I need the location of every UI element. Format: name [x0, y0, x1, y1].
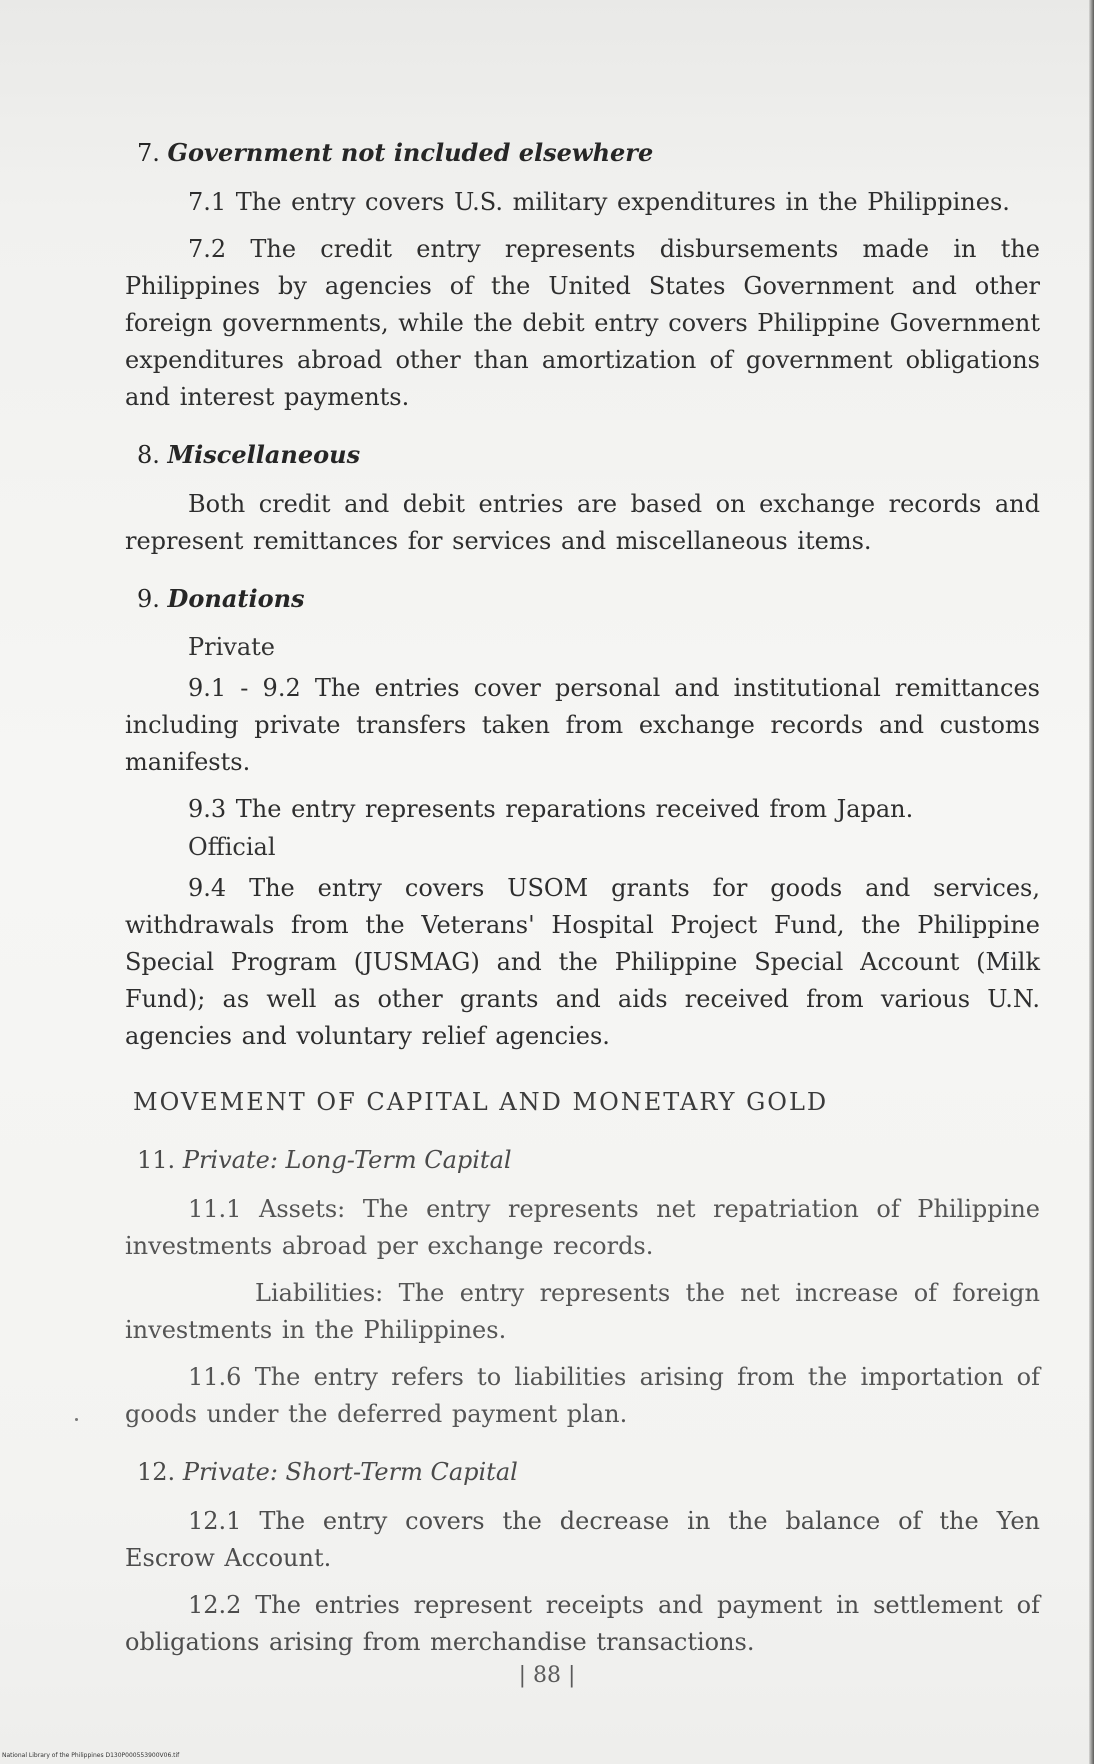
section-9-title: Donations	[167, 584, 305, 613]
page-number: | 88 |	[518, 1663, 576, 1688]
section-12-number: 12.	[137, 1458, 176, 1486]
section-7-paragraph-1: 7.1 The entry covers U.S. military expenditures in the Philippines.	[188, 188, 1010, 216]
section-8-paragraph-1: Both credit and debit entries are based on exchange records and represent remittances for services and miscellaneous items.	[125, 490, 1040, 555]
section-9-number: 9.	[137, 585, 160, 613]
section-9-paragraph-1: 9.1 - 9.2 The entries cover personal and institutional remittances including private transfers taken from exchange records and customs manifests.	[125, 674, 1040, 776]
movement-section-title: MOVEMENT OF CAPITAL AND MONETARY GOLD	[133, 1088, 829, 1116]
section-7-paragraph-2: 7.2 The credit entry represents disbursements made in the Philippines by agencies of the United States Government and other foreign governments, while the debit entry covers Philippine Government expenditures abroad other than amortization of government obligations and interest payments.	[125, 235, 1041, 411]
section-9-paragraph-2: 9.3 The entry represents reparations received from Japan.	[188, 795, 914, 823]
section-7-number: 7.	[137, 139, 160, 167]
section-8-title: Miscellaneous	[167, 440, 361, 469]
section-11-paragraph-2: Liabilities: The entry represents the net increase of foreign investments in the Philippines.	[125, 1279, 1040, 1344]
section-7-heading	[137, 136, 1040, 170]
section-11-paragraph-3: 11.6 The entry refers to liabilities arising from the importation of goods under the deferred payment plan.	[125, 1363, 1040, 1428]
section-12-paragraph-1: 12.1 The entry covers the decrease in the balance of the Yen Escrow Account.	[125, 1507, 1040, 1572]
section-11-paragraph-1: 11.1 Assets: The entry represents net repatriation of Philippine investments abroad per exchange records.	[125, 1195, 1040, 1260]
section-9-private-label: Private	[188, 633, 276, 661]
section-11-number: 11.	[137, 1146, 176, 1174]
scan-footer-note: National Library of the Philippines D130P000553900V06.tif	[2, 1752, 180, 1759]
page-edge-shadow	[1089, 0, 1094, 1764]
scan-speck	[75, 1418, 78, 1421]
page-body	[125, 136, 1040, 1696]
section-12-paragraph-2: 12.2 The entries represent receipts and payment in settlement of obligations arising from merchandise transactions.	[125, 1591, 1040, 1656]
section-11-title: Private: Long-Term Capital	[182, 1146, 512, 1174]
section-7-title: Government not included elsewhere	[167, 138, 654, 167]
section-8-number: 8.	[137, 441, 160, 469]
section-9-paragraph-3: 9.4 The entry covers USOM grants for goods and services, withdrawals from the Veterans' Hospital Project Fund, the Philippine Special Program (JUSMAG) and the Philippine Special Account (Milk Fund); as well as other grants and aids received from various U.N. agencies and voluntary relief agencies.	[125, 874, 1040, 1050]
section-11-heading	[137, 1143, 1040, 1177]
section-12-title: Private: Short-Term Capital	[182, 1458, 518, 1486]
section-9-official-label: Official	[188, 833, 276, 861]
section-9-heading	[137, 582, 1040, 616]
section-8-heading	[137, 438, 1040, 472]
section-12-heading	[137, 1455, 1040, 1489]
